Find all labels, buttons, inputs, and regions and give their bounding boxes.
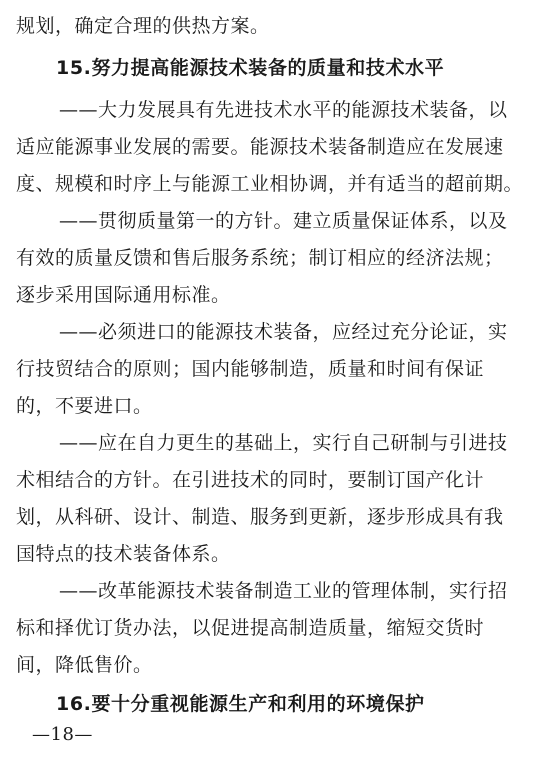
- text-line: 的，不要进口。: [16, 395, 153, 417]
- text-line: 适应能源事业发展的需要。能源技术装备制造应在发展速: [16, 136, 504, 158]
- text-line: 规划，确定合理的供热方案。: [16, 15, 270, 37]
- section-heading-15: 15.努力提高能源技术装备的质量和技术水平: [56, 57, 445, 79]
- page-number: —18—: [32, 724, 93, 745]
- text-line: 标和择优订货办法，以促进提高制造质量，缩短交货时: [16, 617, 485, 639]
- text-line: 术相结合的方针。在引进技术的同时，要制订国产化计: [16, 469, 485, 491]
- text-line: 逐步采用国际通用标准。: [16, 284, 231, 306]
- text-line: ——改革能源技术装备制造工业的管理体制，实行招: [59, 580, 508, 602]
- section-heading-16: 16.要十分重视能源生产和利用的环境保护: [56, 693, 425, 715]
- text-line: 行技贸结合的原则；国内能够制造，质量和时间有保证: [16, 358, 485, 380]
- text-line: 度、规模和时序上与能源工业相协调，并有适当的超前期。: [16, 173, 524, 195]
- text-line: ——贯彻质量第一的方针。建立质量保证体系，以及: [59, 210, 508, 232]
- text-line: 间，降低售价。: [16, 654, 153, 676]
- text-line: ——应在自力更生的基础上，实行自己研制与引进技: [59, 432, 508, 454]
- text-line: ——大力发展具有先进技术水平的能源技术装备，以: [59, 99, 508, 121]
- text-line: 有效的质量反馈和售后服务系统；制订相应的经济法规；: [16, 247, 504, 269]
- text-line: 划，从科研、设计、制造、服务到更新，逐步形成具有我: [16, 506, 504, 528]
- text-line: ——必须进口的能源技术装备，应经过充分论证，实: [59, 321, 508, 343]
- text-line: 国特点的技术装备体系。: [16, 543, 231, 565]
